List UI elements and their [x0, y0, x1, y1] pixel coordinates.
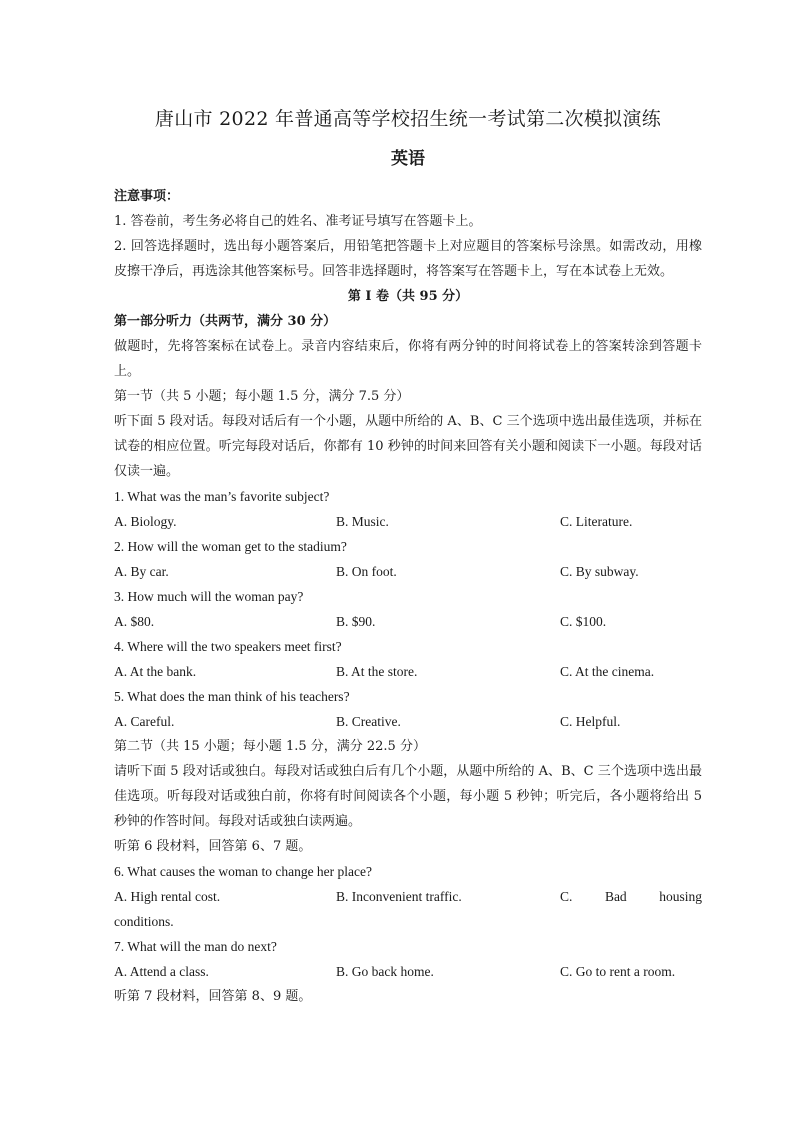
subject-title: 英语: [391, 149, 425, 169]
option-c-label: C.: [560, 889, 573, 904]
notice-heading: 注意事项：: [114, 189, 180, 204]
option-a: A. At the bank.: [114, 664, 197, 679]
option-row: [114, 559, 702, 584]
question-stem: 1. What was the man’s favorite subject?: [114, 489, 330, 504]
option-b: B. Creative.: [336, 714, 401, 729]
volume-heading: 第 I 卷（共 95 分）: [347, 289, 469, 304]
section1-heading: 第一节（共 5 小题；每小题 1.5 分，满分 7.5 分）: [114, 389, 410, 404]
option-a: A. Biology.: [114, 514, 177, 529]
option-c: C. Literature.: [560, 514, 633, 529]
option-c: C. $100.: [560, 614, 607, 629]
option-row: [114, 959, 702, 984]
material-7-heading: 听第 7 段材料，回答第 8、9 题。: [114, 989, 312, 1004]
option-row: [114, 884, 702, 909]
option-a: A. Attend a class.: [114, 964, 209, 979]
question-block: [114, 584, 702, 634]
notice-item-2: 2. 回答选择题时，选出每小题答案后，用铅笔把答题卡上对应题目的答案标号涂黑。如需改动，用橡皮擦干净后，再选涂其他答案标号。回答非选择题时，将答案写在答题卡上，写在本试卷上无效。: [114, 239, 702, 279]
option-b: B. Inconvenient traffic.: [336, 889, 462, 904]
question-block: [114, 934, 702, 984]
option-b: B. On foot.: [336, 564, 397, 579]
material-6-heading: 听第 6 段材料，回答第 6、7 题。: [114, 839, 312, 854]
question-stem: 4. Where will the two speakers meet first?: [114, 639, 342, 654]
option-a: A. Careful.: [114, 714, 175, 729]
option-b: B. At the store.: [336, 664, 418, 679]
part1-intro: 做题时，先将答案标在试卷上。录音内容结束后，你将有两分钟的时间将试卷上的答案转涂到答题卡上。: [114, 339, 702, 379]
question-block: [114, 534, 702, 584]
option-row: [114, 659, 702, 684]
option-b: B. Music.: [336, 514, 389, 529]
option-c-continuation: conditions.: [114, 914, 174, 929]
option-c: C. At the cinema.: [560, 664, 655, 679]
option-row: [114, 709, 702, 734]
section2-instructions: 请听下面 5 段对话或独白。每段对话或独白后有几个小题，从题中所给的 A、B、C 三个选项中选出最佳选项。听每段对话或独白前，你将有时间阅读各个小题，每小题 5 秒钟；听完后，各小题将给出 5 秒钟的作答时间。每段对话或独白读两遍。: [114, 764, 702, 829]
part1-heading: 第一部分听力（共两节，满分 30 分）: [114, 314, 337, 329]
option-c: C. Helpful.: [560, 714, 621, 729]
question-block: [114, 859, 702, 934]
option-a: A. $80.: [114, 614, 155, 629]
section2-heading: 第二节（共 15 小题；每小题 1.5 分，满分 22.5 分）: [114, 739, 426, 754]
exam-title: 唐山市 2022 年普通高等学校招生统一考试第二次模拟演练: [154, 108, 662, 130]
question-block: [114, 484, 702, 534]
notice-item-1: 1. 答卷前，考生务必将自己的姓名、准考证号填写在答题卡上。: [114, 214, 482, 229]
question-block: [114, 684, 702, 734]
option-c: [560, 884, 702, 909]
option-c-word: housing: [659, 889, 702, 904]
option-c: C. Go to rent a room.: [560, 964, 676, 979]
section1-instructions: 听下面 5 段对话。每段对话后有一个小题，从题中所给的 A、B、C 三个选项中选出最佳选项，并标在试卷的相应位置。听完每段对话后，你都有 10 秒钟的时间来回答有关小题和阅读下一小题。每段对话仅读一遍。: [114, 414, 702, 479]
exam-body: [114, 184, 702, 1009]
option-row: [114, 509, 702, 534]
question-block: [114, 634, 702, 684]
option-a: A. By car.: [114, 564, 169, 579]
option-c: C. By subway.: [560, 564, 639, 579]
option-b: B. Go back home.: [336, 964, 434, 979]
question-stem: 6. What causes the woman to change her place?: [114, 864, 373, 879]
question-stem: 3. How much will the woman pay?: [114, 589, 304, 604]
question-stem: 5. What does the man think of his teachers?: [114, 689, 350, 704]
option-a: A. High rental cost.: [114, 889, 221, 904]
question-stem: 7. What will the man do next?: [114, 939, 277, 954]
option-b: B. $90.: [336, 614, 376, 629]
option-c-word: Bad: [604, 889, 627, 904]
option-row: [114, 609, 702, 634]
question-stem: 2. How will the woman get to the stadium?: [114, 539, 347, 554]
